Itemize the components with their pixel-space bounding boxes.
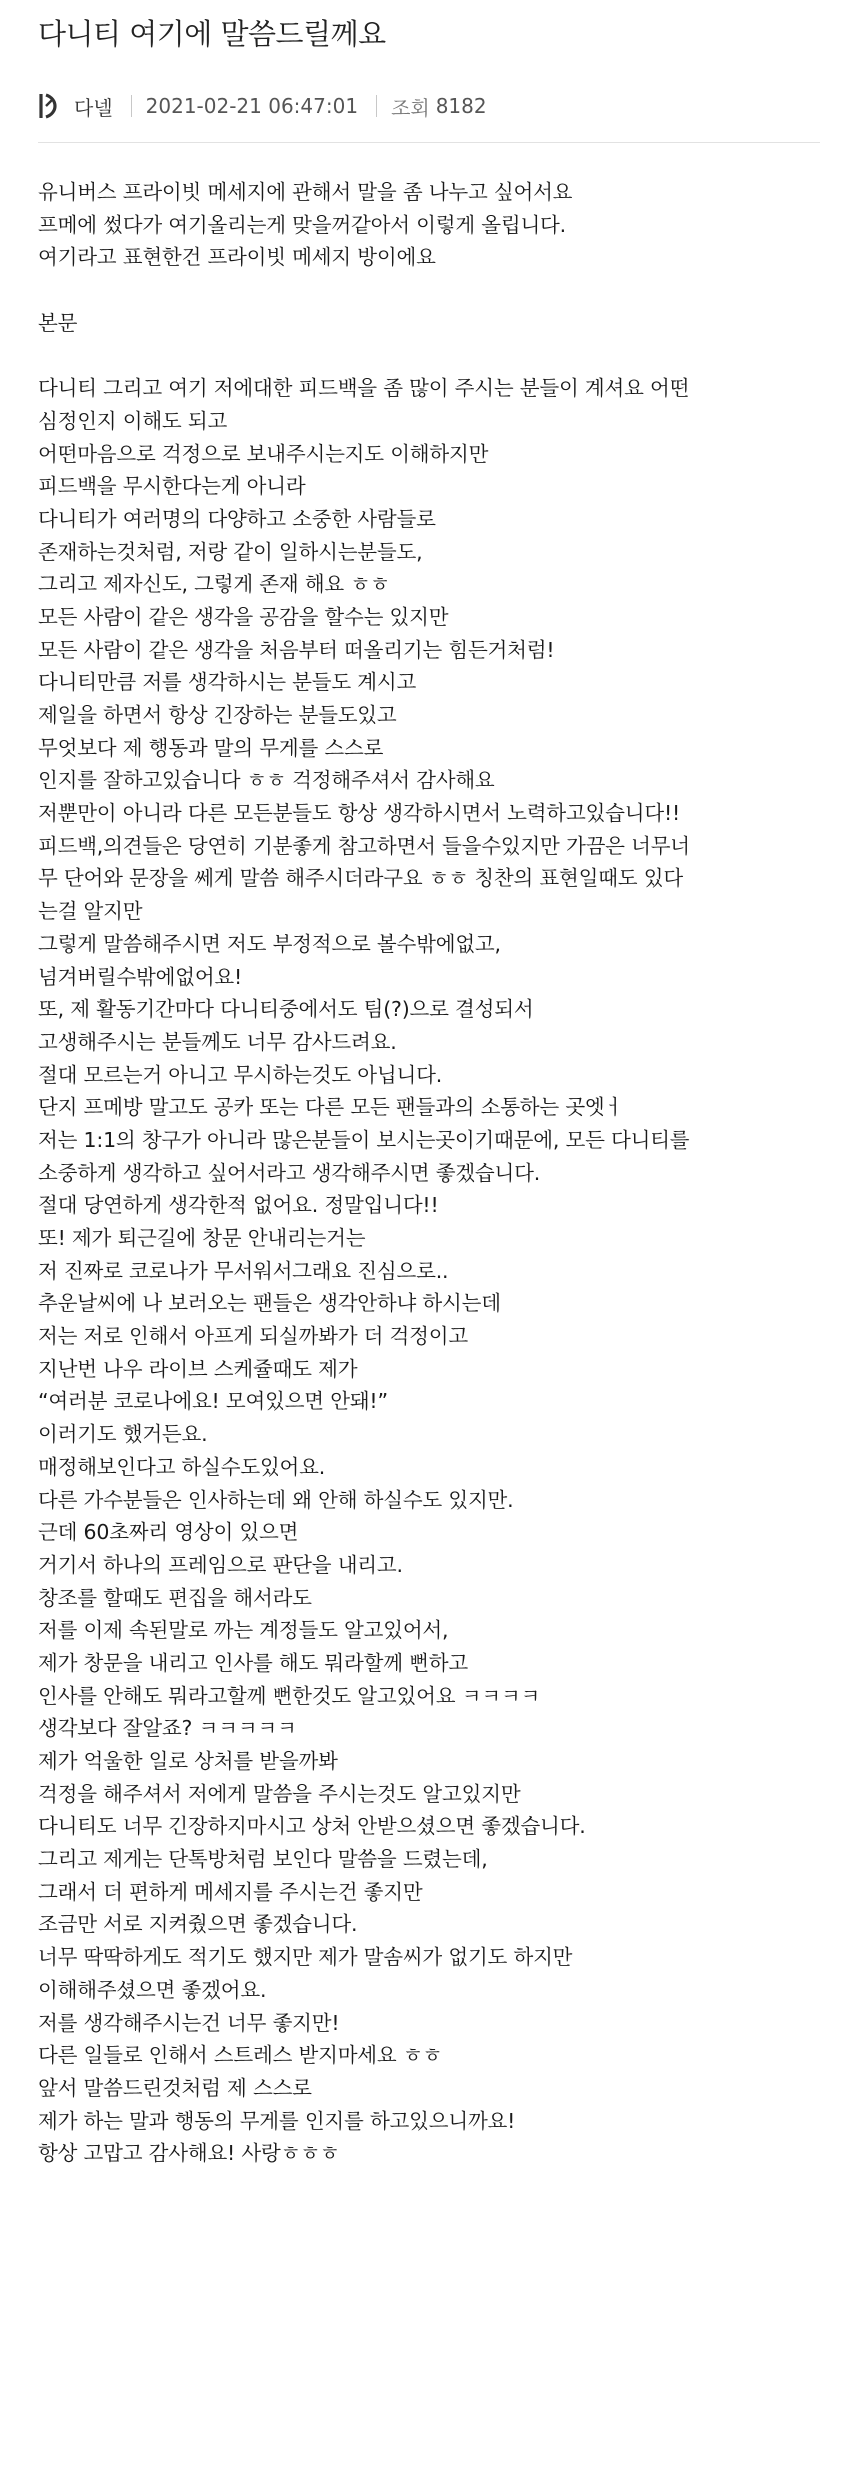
body-line: 추운날씨에 나 보러오는 팬들은 생각안하냐 하시는데	[38, 1291, 501, 1316]
body-line: 심정인지 이해도 되고	[38, 408, 228, 433]
body-line: 저는 저로 인해서 아프게 되실까봐가 더 걱정이고	[38, 1324, 468, 1349]
body-line: 조금만 서로 지켜줬으면 좋겠습니다.	[38, 1912, 358, 1937]
body-line: 무엇보다 제 행동과 말의 무게를 스스로	[38, 735, 384, 760]
body-line: 제가 하는 말과 행동의 무게를 인지를 하고있으니까요!	[38, 2108, 516, 2133]
body-line: 항상 고맙고 감사해요! 사랑ㅎㅎㅎ	[38, 2141, 340, 2166]
body-line: 다니티만큼 저를 생각하시는 분들도 계시고	[38, 670, 417, 695]
views-label: 조회	[391, 95, 430, 120]
post-title: 다니티 여기에 말씀드릴께요	[38, 17, 386, 51]
body-line: 다니티가 여러명의 다양하고 소중한 사람들로	[38, 506, 436, 531]
body-line: 다니티도 너무 긴장하지마시고 상처 안받으셨으면 좋겠습니다.	[38, 1814, 586, 1839]
body-line: 피드백,의견들은 당연히 기분좋게 참고하면서 들을수있지만 가끔은 너무너	[38, 833, 690, 858]
body-line: 어떤마음으로 걱정으로 보내주시는지도 이해하지만	[38, 441, 489, 466]
body-line: 다른 일들로 인해서 스트레스 받지마세요 ㅎㅎ	[38, 2043, 443, 2068]
body-line: 근데 60초짜리 영상이 있으면	[38, 1520, 299, 1545]
meta-divider	[131, 95, 132, 117]
author-logo-icon	[38, 91, 60, 121]
body-line: 지난번 나우 라이브 스케쥴때도 제가	[38, 1356, 358, 1381]
body-line: 절대 당연하게 생각한적 없어요. 정말입니다!!	[38, 1193, 439, 1218]
body-line: 고생해주시는 분들께도 너무 감사드려요.	[38, 1029, 397, 1054]
body-line: 존재하는것처럼, 저랑 같이 일하시는분들도,	[38, 539, 423, 564]
body-line: 생각보다 잘알죠? ㅋㅋㅋㅋㅋ	[38, 1716, 297, 1741]
body-line: 그렇게 말씀해주시면 저도 부정적으로 볼수밖에없고,	[38, 931, 501, 956]
body-line: 프메에 썼다가 여기올리는게 맞을꺼같아서 이렇게 올립니다.	[38, 212, 566, 237]
post-body	[38, 176, 828, 2170]
body-line: 저는 1:1의 창구가 아니라 많은분들이 보시는곳이기때문에, 모든 다니티를	[38, 1127, 690, 1152]
body-line: 매정해보인다고 하실수도있어요.	[38, 1454, 326, 1479]
body-line: 피드백을 무시한다는게 아니라	[38, 474, 306, 499]
body-line: 이해해주셨으면 좋겠어요.	[38, 1977, 267, 2002]
blank-line	[38, 274, 828, 307]
body-line: 그리고 제게는 단톡방처럼 보인다 말씀을 드렸는데,	[38, 1847, 488, 1872]
body-line: 본문	[38, 310, 78, 335]
body-line: 다른 가수분들은 인사하는데 왜 안해 하실수도 있지만.	[38, 1487, 514, 1512]
body-line: 또! 제가 퇴근길에 창문 안내리는거는	[38, 1226, 366, 1250]
body-line: 저뿐만이 아니라 다른 모든분들도 항상 생각하시면서 노력하고있습니다!!	[38, 801, 681, 826]
body-line: 거기서 하나의 프레임으로 판단을 내리고.	[38, 1552, 403, 1577]
body-line: 창조를 할때도 편집을 해서라도	[38, 1585, 312, 1610]
body-line: 인사를 안해도 뭐라고할께 뻔한것도 알고있어요 ㅋㅋㅋㅋ	[38, 1683, 541, 1708]
body-line: 또, 제 활동기간마다 다니티중에서도 팀(?)으로 결성되서	[38, 997, 534, 1022]
header-divider	[38, 142, 820, 143]
body-line: 그리고 제자신도, 그렇게 존재 해요 ㅎㅎ	[38, 572, 390, 597]
body-line: 넘겨버릴수밖에없어요!	[38, 964, 243, 989]
blank-line	[38, 339, 828, 372]
body-line: 다니티 그리고 여기 저에대한 피드백을 좀 많이 주시는 분들이 계셔요 어떤	[38, 376, 690, 401]
body-line: 절대 모르는거 아니고 무시하는것도 아닙니다.	[38, 1062, 443, 1087]
body-line: 너무 딱딱하게도 적기도 했지만 제가 말솜씨가 없기도 하지만	[38, 1945, 573, 1970]
body-line: 인지를 잘하고있습니다 ㅎㅎ 걱정해주셔서 감사해요	[38, 768, 495, 793]
views-count: 8182	[435, 94, 487, 118]
body-line: 소중하게 생각하고 싶어서라고 생각해주시면 좋겠습니다.	[38, 1160, 541, 1185]
body-line: 는걸 알지만	[38, 899, 143, 924]
body-line: 무 단어와 문장을 쎄게 말씀 해주시더라구요 ㅎㅎ 칭찬의 표현일때도 있다	[38, 866, 683, 891]
body-line: 제가 창문을 내리고 인사를 해도 뭐라할께 뻔하고	[38, 1650, 468, 1675]
body-line: 저 진짜로 코로나가 무서워서그래요 진심으로..	[38, 1258, 449, 1283]
body-line: 이러기도 했거든요.	[38, 1422, 208, 1447]
post-date: 2021-02-21 06:47:01	[145, 94, 359, 118]
body-line: “여러분 코로나에요! 모여있으면 안돼!”	[38, 1389, 388, 1414]
body-line: 유니버스 프라이빗 메세지에 관해서 말을 좀 나누고 싶어서요	[38, 180, 573, 204]
meta-divider	[376, 95, 377, 117]
body-line: 그래서 더 편하게 메세지를 주시는건 좋지만	[38, 1879, 423, 1904]
body-line: 제가 억울한 일로 상처를 받을까봐	[38, 1749, 338, 1773]
body-line: 여기라고 표현한건 프라이빗 메세지 방이에요	[38, 245, 436, 270]
body-line: 앞서 말씀드린것처럼 제 스스로	[38, 2075, 312, 2100]
body-line: 걱정을 해주셔서 저에게 말씀을 주시는것도 알고있지만	[38, 1781, 521, 1806]
post-meta	[38, 88, 487, 124]
body-line: 모든 사람이 같은 생각을 공감을 할수는 있지만	[38, 604, 449, 629]
body-line: 제일을 하면서 항상 긴장하는 분들도있고	[38, 703, 397, 727]
body-line: 단지 프메방 말고도 공카 또는 다른 모든 팬들과의 소통하는 곳엣ㅓ	[38, 1095, 625, 1120]
body-line: 저를 생각해주시는건 너무 좋지만!	[38, 2010, 340, 2035]
body-line: 저를 이제 속된말로 까는 계정들도 알고있어서,	[38, 1618, 449, 1643]
body-line: 모든 사람이 같은 생각을 처음부터 떠올리기는 힘든거처럼!	[38, 637, 555, 662]
author-name[interactable]: 다넬	[74, 95, 113, 120]
